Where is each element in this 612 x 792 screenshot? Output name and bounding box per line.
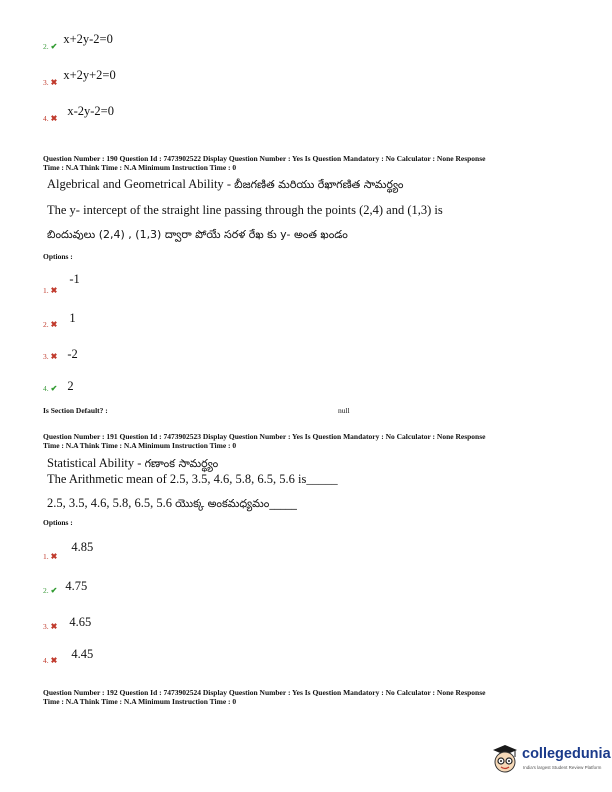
option-row	[43, 616, 91, 634]
question-text-en: The Arithmetic mean of 2.5, 3.5, 4.6, 5.8, 6.5, 5.6 is_____	[47, 472, 338, 486]
section-default-label: Is Section Default? :	[43, 406, 108, 415]
wrong-cross-icon: ✖	[50, 352, 58, 361]
option-row	[43, 272, 80, 298]
section-title	[47, 177, 403, 194]
option-row	[43, 104, 114, 126]
option-row	[43, 647, 94, 668]
wrong-cross-icon: ✖	[50, 656, 58, 665]
question-text-te: బిందువులు (2,4) , (1,3) ద్వారా పోయే సరళ రేఖ కు y- అంత ఖండం	[47, 228, 348, 241]
section-title-en: Statistical Ability	[47, 456, 135, 470]
mascot-icon	[490, 742, 520, 776]
option-text: x+2y+2=0	[63, 68, 116, 82]
option-text: x-2y-2=0	[67, 104, 114, 118]
wrong-cross-icon: ✖	[50, 114, 58, 123]
question-meta	[43, 154, 583, 172]
option-number: 3.	[43, 622, 49, 631]
meta-line: Question Number : 192 Question Id : 7473902524 Display Question Number : Yes Is Question Mandatory : No Calculator : None Response	[43, 688, 486, 697]
option-number: 4.	[43, 656, 49, 665]
option-text: 2	[67, 379, 74, 393]
option-text: 4.65	[69, 615, 92, 629]
section-title	[47, 456, 218, 473]
option-text: x+2y-2=0	[63, 32, 113, 46]
correct-check-icon: ✔	[50, 586, 58, 595]
brand-tagline: India's largest Student Review Platform	[523, 765, 602, 770]
section-title-te: గణాంక సామర్థ్యం	[144, 457, 219, 470]
option-row	[43, 68, 116, 90]
question-text-te: యొక్క అంకమధ్యమం_____	[175, 497, 297, 510]
question-meta	[43, 432, 583, 450]
wrong-cross-icon: ✖	[50, 622, 58, 631]
option-number: 3.	[43, 78, 49, 87]
section-title-te: బీజగణిత మరియు రేఖాగణిత సామర్థ్యం	[234, 178, 404, 191]
option-text: 4.85	[71, 540, 94, 554]
option-number: 4.	[43, 384, 49, 393]
option-row	[43, 311, 76, 332]
wrong-cross-icon: ✖	[50, 286, 58, 295]
option-number: 3.	[43, 352, 49, 361]
question-values: 2.5, 3.5, 4.6, 5.8, 6.5, 5.6	[47, 496, 172, 510]
question-meta	[43, 688, 583, 706]
options-label: Options :	[43, 518, 73, 527]
option-number: 2.	[43, 42, 49, 51]
option-number: 4.	[43, 114, 49, 123]
option-row	[43, 540, 94, 564]
meta-line: Question Number : 191 Question Id : 7473902523 Display Question Number : Yes Is Question Mandatory : No Calculator : None Response	[43, 432, 486, 441]
option-row	[43, 32, 113, 54]
meta-line: Time : N.A Think Time : N.A Minimum Instruction Time : 0	[43, 697, 237, 706]
section-separator: -	[134, 456, 145, 470]
option-text: 1	[69, 311, 76, 325]
wrong-cross-icon: ✖	[50, 320, 58, 329]
brand-name: collegedunia	[522, 746, 611, 762]
correct-check-icon: ✔	[50, 384, 58, 393]
meta-line: Question Number : 190 Question Id : 7473902522 Display Question Number : Yes Is Question Mandatory : No Calculator : None Response	[43, 154, 486, 163]
option-number: 1.	[43, 552, 49, 561]
correct-check-icon: ✔	[50, 42, 58, 51]
section-default-value: null	[338, 406, 350, 415]
question-text-te-line	[47, 496, 297, 513]
wrong-cross-icon: ✖	[50, 78, 58, 87]
wrong-cross-icon: ✖	[50, 552, 58, 561]
option-text: -1	[69, 272, 80, 286]
option-number: 2.	[43, 586, 49, 595]
option-number: 1.	[43, 286, 49, 295]
option-text: 4.45	[71, 647, 94, 661]
section-separator: -	[223, 177, 235, 191]
option-row	[43, 580, 87, 598]
option-text: 4.75	[65, 579, 88, 593]
option-row	[43, 378, 74, 396]
section-title-en: Algebrical and Geometrical Ability	[47, 177, 224, 191]
option-number: 2.	[43, 320, 49, 329]
option-text: -2	[67, 347, 78, 361]
meta-line: Time : N.A Think Time : N.A Minimum Instruction Time : 0	[43, 163, 237, 172]
option-row	[43, 346, 78, 364]
question-text-en: The y- intercept of the straight line passing through the points (2,4) and (1,3) is	[47, 203, 443, 217]
options-label: Options :	[43, 252, 73, 261]
meta-line: Time : N.A Think Time : N.A Minimum Instruction Time : 0	[43, 441, 237, 450]
collegedunia-logo	[490, 742, 611, 782]
